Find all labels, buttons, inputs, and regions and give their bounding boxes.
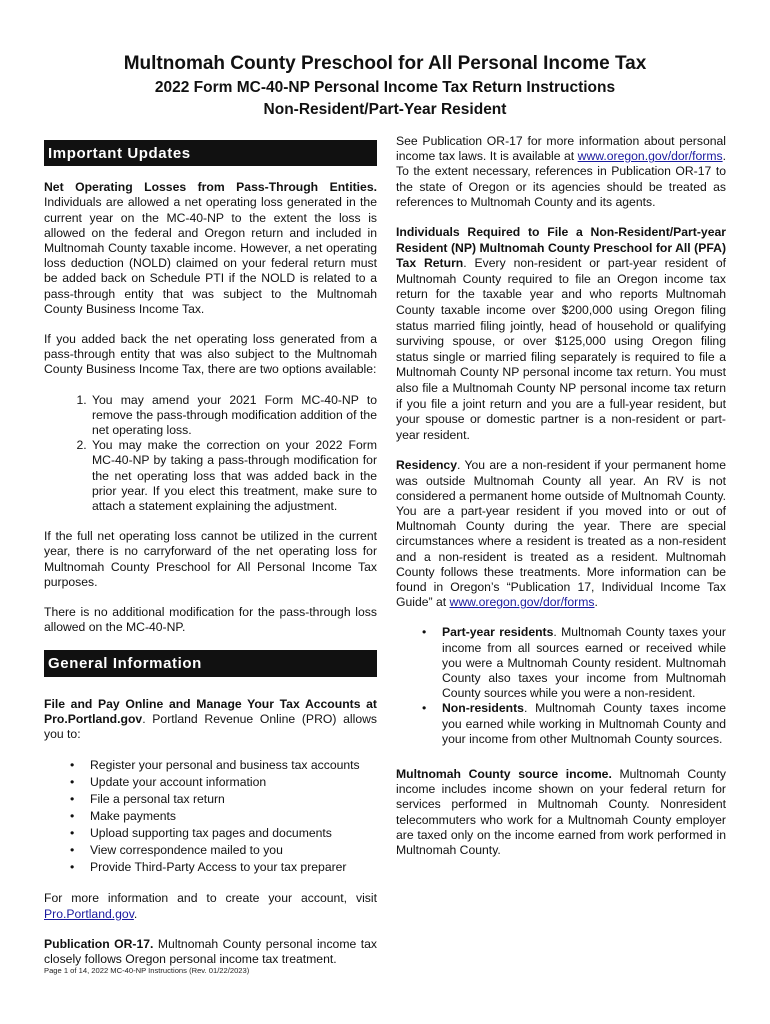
pro-lead: File and Pay Online and Manage Your Tax Accounts at Pro.Portland.gov	[44, 696, 377, 726]
list-item: • Register your personal and business tax accounts	[70, 758, 360, 773]
oregon-forms-link[interactable]: www.oregon.gov/dor/forms	[577, 149, 723, 164]
bullet-icon: •	[70, 809, 75, 824]
publication-lead: Publication OR-17.	[44, 936, 154, 951]
list-item: • Make payments	[70, 809, 177, 824]
bullet-icon: •	[70, 843, 75, 858]
document-title: Multnomah County Preschool for All Personal Income Tax	[123, 53, 647, 74]
addback-paragraph: If you added back the net operating loss generated from a pass-through entity that was also subject to the Multnomah County Business Income Tax, there are two options available:	[44, 332, 377, 377]
nol-lead: Net Operating Losses from Pass-Through Entities.	[44, 180, 377, 195]
source-income-lead: Multnomah County source income.	[396, 766, 612, 781]
bullet-icon: •	[422, 625, 427, 640]
filing-requirement-lead: Individuals Required to File a Non-Resident/Part-year Resident (NP) Multnomah County Preschool for All (PFA) Tax Return	[396, 225, 726, 271]
page-footer: Page 1 of 14, 2022 MC-40-NP Instructions (Rev. 01/22/2023)	[44, 966, 250, 975]
list-item: • View correspondence mailed to you	[70, 843, 283, 858]
pro-features-list	[44, 757, 377, 876]
list-item: • File a personal tax return	[70, 792, 225, 807]
nol-paragraph	[44, 180, 377, 317]
left-column	[44, 140, 377, 982]
bullet-icon: •	[70, 792, 75, 807]
residency-types-list	[396, 625, 726, 747]
options-list	[44, 393, 377, 515]
general-information-heading: General Information	[44, 650, 377, 676]
filing-requirement-body: . Every non-resident or part-year resident of Multnomah County required to file an Oregon income tax return for the taxable year and who reports Multnomah County taxable income over $200,000 using Oregon filing status married filing jointly, head of household or qualifying surviving spouse, or over $125,000 using Oregon filing status single or married filing separately is required to file a Multnomah County NP personal income tax return. You must also file a Multnomah County NP personal income tax return if you file a joint return and you are a full-year resident, but your spouse or domestic partner is a non-resident or part-year resident.	[396, 256, 726, 442]
filing-requirement-paragraph	[396, 225, 726, 443]
form-subtitle: 2022 Form MC-40-NP Personal Income Tax Return Instructions	[154, 79, 616, 96]
bullet-icon: •	[70, 826, 75, 841]
publication-or17-paragraph	[44, 937, 377, 967]
option-item: 1. You may amend your 2021 Form MC-40-NP to remove the pass-through modification addition of the net operating loss.	[90, 393, 377, 439]
list-item: • Update your account information	[70, 775, 267, 790]
carryforward-paragraph: If the full net operating loss cannot be utilized in the current year, there is no carryforward of the net operating loss for Multnomah County Preschool for All Personal Income Tax purposes.	[44, 529, 377, 589]
publication-continued-paragraph: See Publication OR-17 for more information about personal income tax laws. It is available at www.oregon.gov/dor/forms. To the extent necessary, references in Publication OR-17 to the state of Oregon or its agencies should be treated as references to Multnomah County and its agents.	[396, 134, 726, 209]
oregon-forms-link[interactable]: www.oregon.gov/dor/forms	[449, 595, 595, 610]
list-item: • Part-year residents. Multnomah County taxes your income from all sources earned or received while you were a Multnomah County resident. Multnomah County also taxes your income from Multnomah County sources while you were a non-resident.	[422, 625, 726, 701]
residency-paragraph: Residency. You are a non-resident if your permanent home was outside Multnomah County all year. An RV is not considered a permanent home outside of Multnomah County. You are a part-year resident if you moved into or out of Multnomah County during the year. There are special circumstances where a resident is treated as a non-resident and a non-resident is treated as a resident. Multnomah County follows these treatments. More information can be found in Oregon’s “Publication 17, Individual Income Tax Guide” at www.oregon.gov/dor/forms.	[396, 458, 726, 610]
option-item: 2. You may make the correction on your 2022 Form MC-40-NP by taking a pass-through modification for the net operating loss that was added back in the prior year. If you elect this treatment, make sure to attach a statement explaining the adjustment.	[90, 438, 377, 514]
source-income-body: Multnomah County income includes income shown on your federal return for services performed in Multnomah County. Nonresident telecommuters who work for a Multnomah County employer are taxed only on the income earned from work performed in Multnomah County.	[396, 766, 726, 857]
no-modification-paragraph: There is no additional modification for the pass-through loss allowed on the MC-40-NP.	[44, 605, 377, 635]
list-item: • Non-residents. Multnomah County taxes income you earned while working in Multnomah County and your income from other Multnomah County sources.	[422, 701, 726, 746]
source-income-paragraph	[396, 767, 726, 858]
list-item: • Upload supporting tax pages and documents	[70, 826, 332, 841]
bullet-icon: •	[70, 860, 75, 875]
pro-portland-link[interactable]: Pro.Portland.gov	[44, 906, 134, 921]
publication-body: Multnomah County personal income tax closely follows Oregon personal income tax treatment.	[44, 936, 377, 966]
bullet-icon: •	[70, 758, 75, 773]
bullet-icon: •	[70, 775, 75, 790]
nol-body: Individuals are allowed a net operating loss generated in the current year on the MC-40-NP to the extent the loss is allowed on the federal and Oregon return and included in Multnomah County taxable income. However, a net operating loss deduction (NOLD) claimed on your federal return must be added back on Schedule PTI if the NOLD is related to a pass-through entity that was subject to the Multnomah County Business Income Tax.	[44, 195, 377, 316]
more-info-paragraph: For more information and to create your account, visit Pro.Portland.gov.	[44, 891, 377, 921]
important-updates-heading: Important Updates	[44, 140, 377, 166]
resident-type-subtitle: Non-Resident/Part-Year Resident	[263, 101, 507, 118]
list-item: • Provide Third-Party Access to your tax preparer	[70, 860, 347, 875]
right-column	[396, 134, 726, 873]
residency-body: . You are a non-resident if your permanent home was outside Multnomah County all year. An RV is not considered a permanent home outside of Multnomah County. You are a part-year resident if you moved into or out of Multnomah County during the year. There are special circumstances where a resident is treated as a non-resident and a non-resident is treated as a resident. Multnomah County follows these treatments. More information can be found in Oregon’s “Publication 17, Individual Income Tax Guide” at	[396, 458, 726, 610]
pro-paragraph	[44, 697, 377, 743]
pro-body: . Portland Revenue Online (PRO) allows you to:	[44, 711, 377, 742]
bullet-icon: •	[422, 701, 427, 716]
residency-lead: Residency	[396, 458, 457, 473]
